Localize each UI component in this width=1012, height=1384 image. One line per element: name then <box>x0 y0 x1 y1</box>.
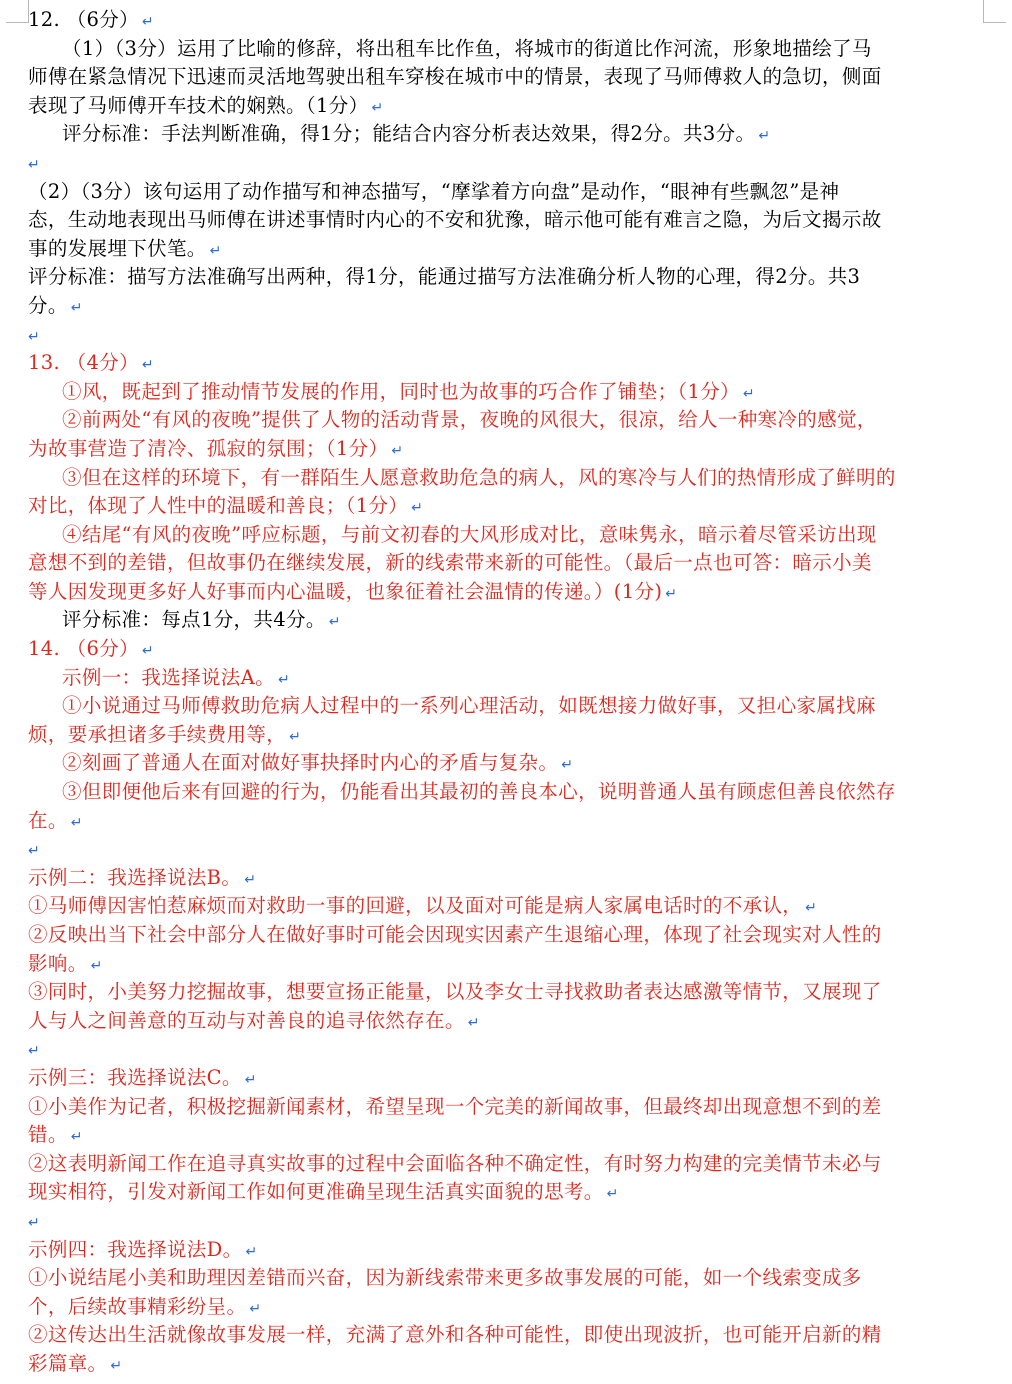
line-text: 人与人之间善意的互动与对善良的追寻依然存在。 <box>28 1008 465 1032</box>
paragraph-return-icon: ↵ <box>289 728 302 745</box>
line-text: 等人因发现更多好人好事而内心温暖，也象征着社会温情的传递。）(1分) <box>28 579 663 603</box>
text-line <box>28 35 990 64</box>
line-text: 评分标准：每点1分，共4分。 <box>62 608 326 632</box>
text-line <box>28 692 990 721</box>
crop-mark-top-left <box>6 0 29 23</box>
line-text: 分。 <box>28 293 68 317</box>
text-line <box>28 206 990 235</box>
line-text: 师傅在紧急情况下迅速而灵活地驾驶出租车穿梭在城市中的情景，表现了马师傅救人的急切，侧面 <box>28 65 882 89</box>
line-text: 为故事营造了清冷、孤寂的氛围；（1分） <box>28 436 389 460</box>
paragraph-return-icon: ↵ <box>70 299 83 316</box>
text-line <box>28 1321 990 1350</box>
paragraph-return-icon: ↵ <box>742 385 756 402</box>
text-line <box>28 349 990 378</box>
line-text: ②这传达出生活就像故事发展一样，充满了意外和各种可能性，即使出现波折，也可能开启新的精 <box>28 1323 882 1347</box>
paragraph-return-icon: ↵ <box>28 843 41 860</box>
line-text: 评分标准：描写方法准确写出两种，得1分，能通过描写方法准确分析人物的心理，得2分。共3 <box>28 265 861 289</box>
line-text: （2）（3分）该句运用了动作描写和神态描写，“摩挲着方向盘”是动作，“眼神有些飘忽”是神 <box>28 179 840 203</box>
line-text: ③但在这样的环境下，有一群陌生人愿意救助危急的病人，风的寒冷与人们的热情形成了鲜明的 <box>62 465 896 489</box>
text-line <box>28 1293 990 1322</box>
line-text: ①风，既起到了推动情节发展的作用，同时也为故事的巧合作了铺垫；（1分） <box>62 379 740 403</box>
line-text: （1）（3分）运用了比喻的修辞，将出租车比作鱼，将城市的街道比作河流，形象地描绘了马 <box>62 36 872 60</box>
line-text: 态，生动地表现出马师傅在讲述事情时内心的不安和犹豫，暗示他可能有难言之隐，为后文揭示故 <box>28 208 882 232</box>
line-text: 影响。 <box>28 951 88 975</box>
paragraph-return-icon: ↵ <box>244 871 257 888</box>
paragraph-return-icon: ↵ <box>665 585 678 602</box>
text-line <box>28 92 990 121</box>
paragraph-return-icon: ↵ <box>110 1357 123 1374</box>
text-line <box>28 378 990 407</box>
text-line <box>28 120 990 149</box>
paragraph-return-icon: ↵ <box>28 1214 41 1231</box>
paragraph-return-icon: ↵ <box>245 1243 258 1260</box>
line-text: 示例二：我选择说法B。 <box>28 865 242 889</box>
paragraph-return-icon: ↵ <box>328 614 341 631</box>
text-line <box>28 263 990 292</box>
paragraph-return-icon: ↵ <box>805 900 818 917</box>
text-line <box>28 1150 990 1179</box>
paragraph-return-icon: ↵ <box>561 757 574 774</box>
blank-line <box>28 321 990 350</box>
text-line <box>28 521 990 550</box>
paragraph-return-icon: ↵ <box>606 1186 619 1203</box>
text-line <box>28 578 990 607</box>
text-line <box>28 1007 990 1036</box>
text-line <box>28 864 990 893</box>
paragraph-return-icon: ↵ <box>411 500 424 517</box>
paragraph-return-icon: ↵ <box>371 99 384 116</box>
text-line <box>28 1178 990 1207</box>
paragraph-return-icon: ↵ <box>758 128 771 145</box>
paragraph-return-icon: ↵ <box>244 1071 257 1088</box>
text-line <box>28 1264 990 1293</box>
line-text: 现实相符，引发对新闻工作如何更准确呈现生活真实面貌的思考。 <box>28 1180 604 1204</box>
paragraph-return-icon: ↵ <box>28 328 41 345</box>
text-line <box>28 721 990 750</box>
line-text: 示例四：我选择说法D。 <box>28 1237 243 1261</box>
line-text: ①小说结尾小美和助理因差错而兴奋，因为新线索带来更多故事发展的可能，如一个线索变成多 <box>28 1266 862 1290</box>
paragraph-return-icon: ↵ <box>28 1043 41 1060</box>
line-text: ①小美作为记者，积极挖掘新闻素材，希望呈现一个完美的新闻故事，但最终却出现意想不到的差 <box>28 1094 882 1118</box>
paragraph-return-icon: ↵ <box>467 1014 480 1031</box>
line-text: ③但即便他后来有回避的行为，仍能看出其最初的善良本心，说明普通人虽有顾虑但善良依然存 <box>62 780 896 804</box>
text-line <box>28 978 990 1007</box>
line-text: ②这表明新闻工作在追寻真实故事的过程中会面临各种不确定性，有时努力构建的完美情节未必与 <box>28 1151 882 1175</box>
text-line <box>28 178 990 207</box>
paragraph-return-icon: ↵ <box>28 156 41 173</box>
text-line <box>28 749 990 778</box>
text-line <box>28 1350 990 1379</box>
line-text: 对比，体现了人性中的温暖和善良；（1分） <box>28 494 409 518</box>
line-text: ②刻画了普通人在面对做好事抉择时内心的矛盾与复杂。 <box>62 751 559 775</box>
text-line <box>28 664 990 693</box>
paragraph-return-icon: ↵ <box>141 357 155 374</box>
line-text: 在。 <box>28 808 68 832</box>
line-text: ③同时，小美努力挖掘故事，想要宣扬正能量，以及李女士寻找救助者表达感激等情节，又展现了 <box>28 980 882 1004</box>
line-text: 12. （6分） <box>28 8 139 31</box>
line-text: 彩篇章。 <box>28 1351 108 1375</box>
blank-line <box>28 1207 990 1236</box>
paragraph-return-icon: ↵ <box>249 1300 262 1317</box>
text-line <box>28 892 990 921</box>
line-text: ②前两处“有风的夜晚”提供了人物的活动背景，夜晚的风很大，很凉，给人一种寒冷的感觉， <box>62 408 877 432</box>
text-line <box>28 1093 990 1122</box>
paragraph-return-icon: ↵ <box>391 442 404 459</box>
answer-key-text <box>28 6 990 1379</box>
text-line <box>28 1236 990 1265</box>
text-line <box>28 63 990 92</box>
text-line <box>28 778 990 807</box>
paragraph-return-icon: ↵ <box>70 1129 83 1146</box>
paragraph-return-icon: ↵ <box>277 671 291 688</box>
text-line <box>28 235 990 264</box>
text-line <box>28 549 990 578</box>
line-text: ①小说通过马师傅救助危病人过程中的一系列心理活动，如既想接力做好事，又担心家属找麻 <box>62 694 876 718</box>
blank-line <box>28 149 990 178</box>
line-text: ②反映出当下社会中部分人在做好事时可能会因现实因素产生退缩心理，体现了社会现实对人性的 <box>28 923 882 946</box>
text-line <box>28 606 990 635</box>
line-text: 错。 <box>28 1123 68 1147</box>
line-text: 13. （4分） <box>28 351 139 375</box>
text-line <box>28 807 990 836</box>
text-line <box>28 464 990 493</box>
line-text: 表现了马师傅开车技术的娴熟。（1分） <box>28 93 369 117</box>
paragraph-return-icon: ↵ <box>141 14 155 30</box>
text-line <box>28 1121 990 1150</box>
line-text: 个，后续故事精彩纷呈。 <box>28 1294 247 1318</box>
text-line <box>28 635 990 664</box>
line-text: 评分标准：手法判断准确，得1分；能结合内容分析表达效果，得2分。共3分。 <box>62 122 756 146</box>
line-text: 意想不到的差错，但故事仍在继续发展，新的线索带来新的可能性。（最后一点也可答：暗示小美 <box>28 551 872 575</box>
text-line <box>28 435 990 464</box>
line-text: 烦，要承担诸多手续费用等， <box>28 722 287 746</box>
text-line <box>28 406 990 435</box>
paragraph-return-icon: ↵ <box>90 957 103 974</box>
line-text: ④结尾“有风的夜晚”呼应标题，与前文初春的大风形成对比，意味隽永，暗示着尽管采访出现 <box>62 522 877 546</box>
text-line <box>28 292 990 321</box>
text-line <box>28 921 990 950</box>
line-text: 事的发展埋下伏笔。 <box>28 236 207 260</box>
paragraph-return-icon: ↵ <box>141 643 155 660</box>
line-text: 示例三：我选择说法C。 <box>28 1065 242 1089</box>
paragraph-return-icon: ↵ <box>70 814 83 831</box>
line-text: 14. （6分） <box>28 637 139 661</box>
paragraph-return-icon: ↵ <box>209 242 222 259</box>
line-text: ①马师傅因害怕惹麻烦而对救助一事的回避，以及面对可能是病人家属电话时的不承认， <box>28 894 803 918</box>
text-line <box>28 950 990 979</box>
text-line <box>28 1064 990 1093</box>
text-line <box>28 492 990 521</box>
blank-line <box>28 835 990 864</box>
blank-line <box>28 1035 990 1064</box>
line-text: 示例一：我选择说法A。 <box>62 665 275 689</box>
text-line <box>28 6 990 35</box>
